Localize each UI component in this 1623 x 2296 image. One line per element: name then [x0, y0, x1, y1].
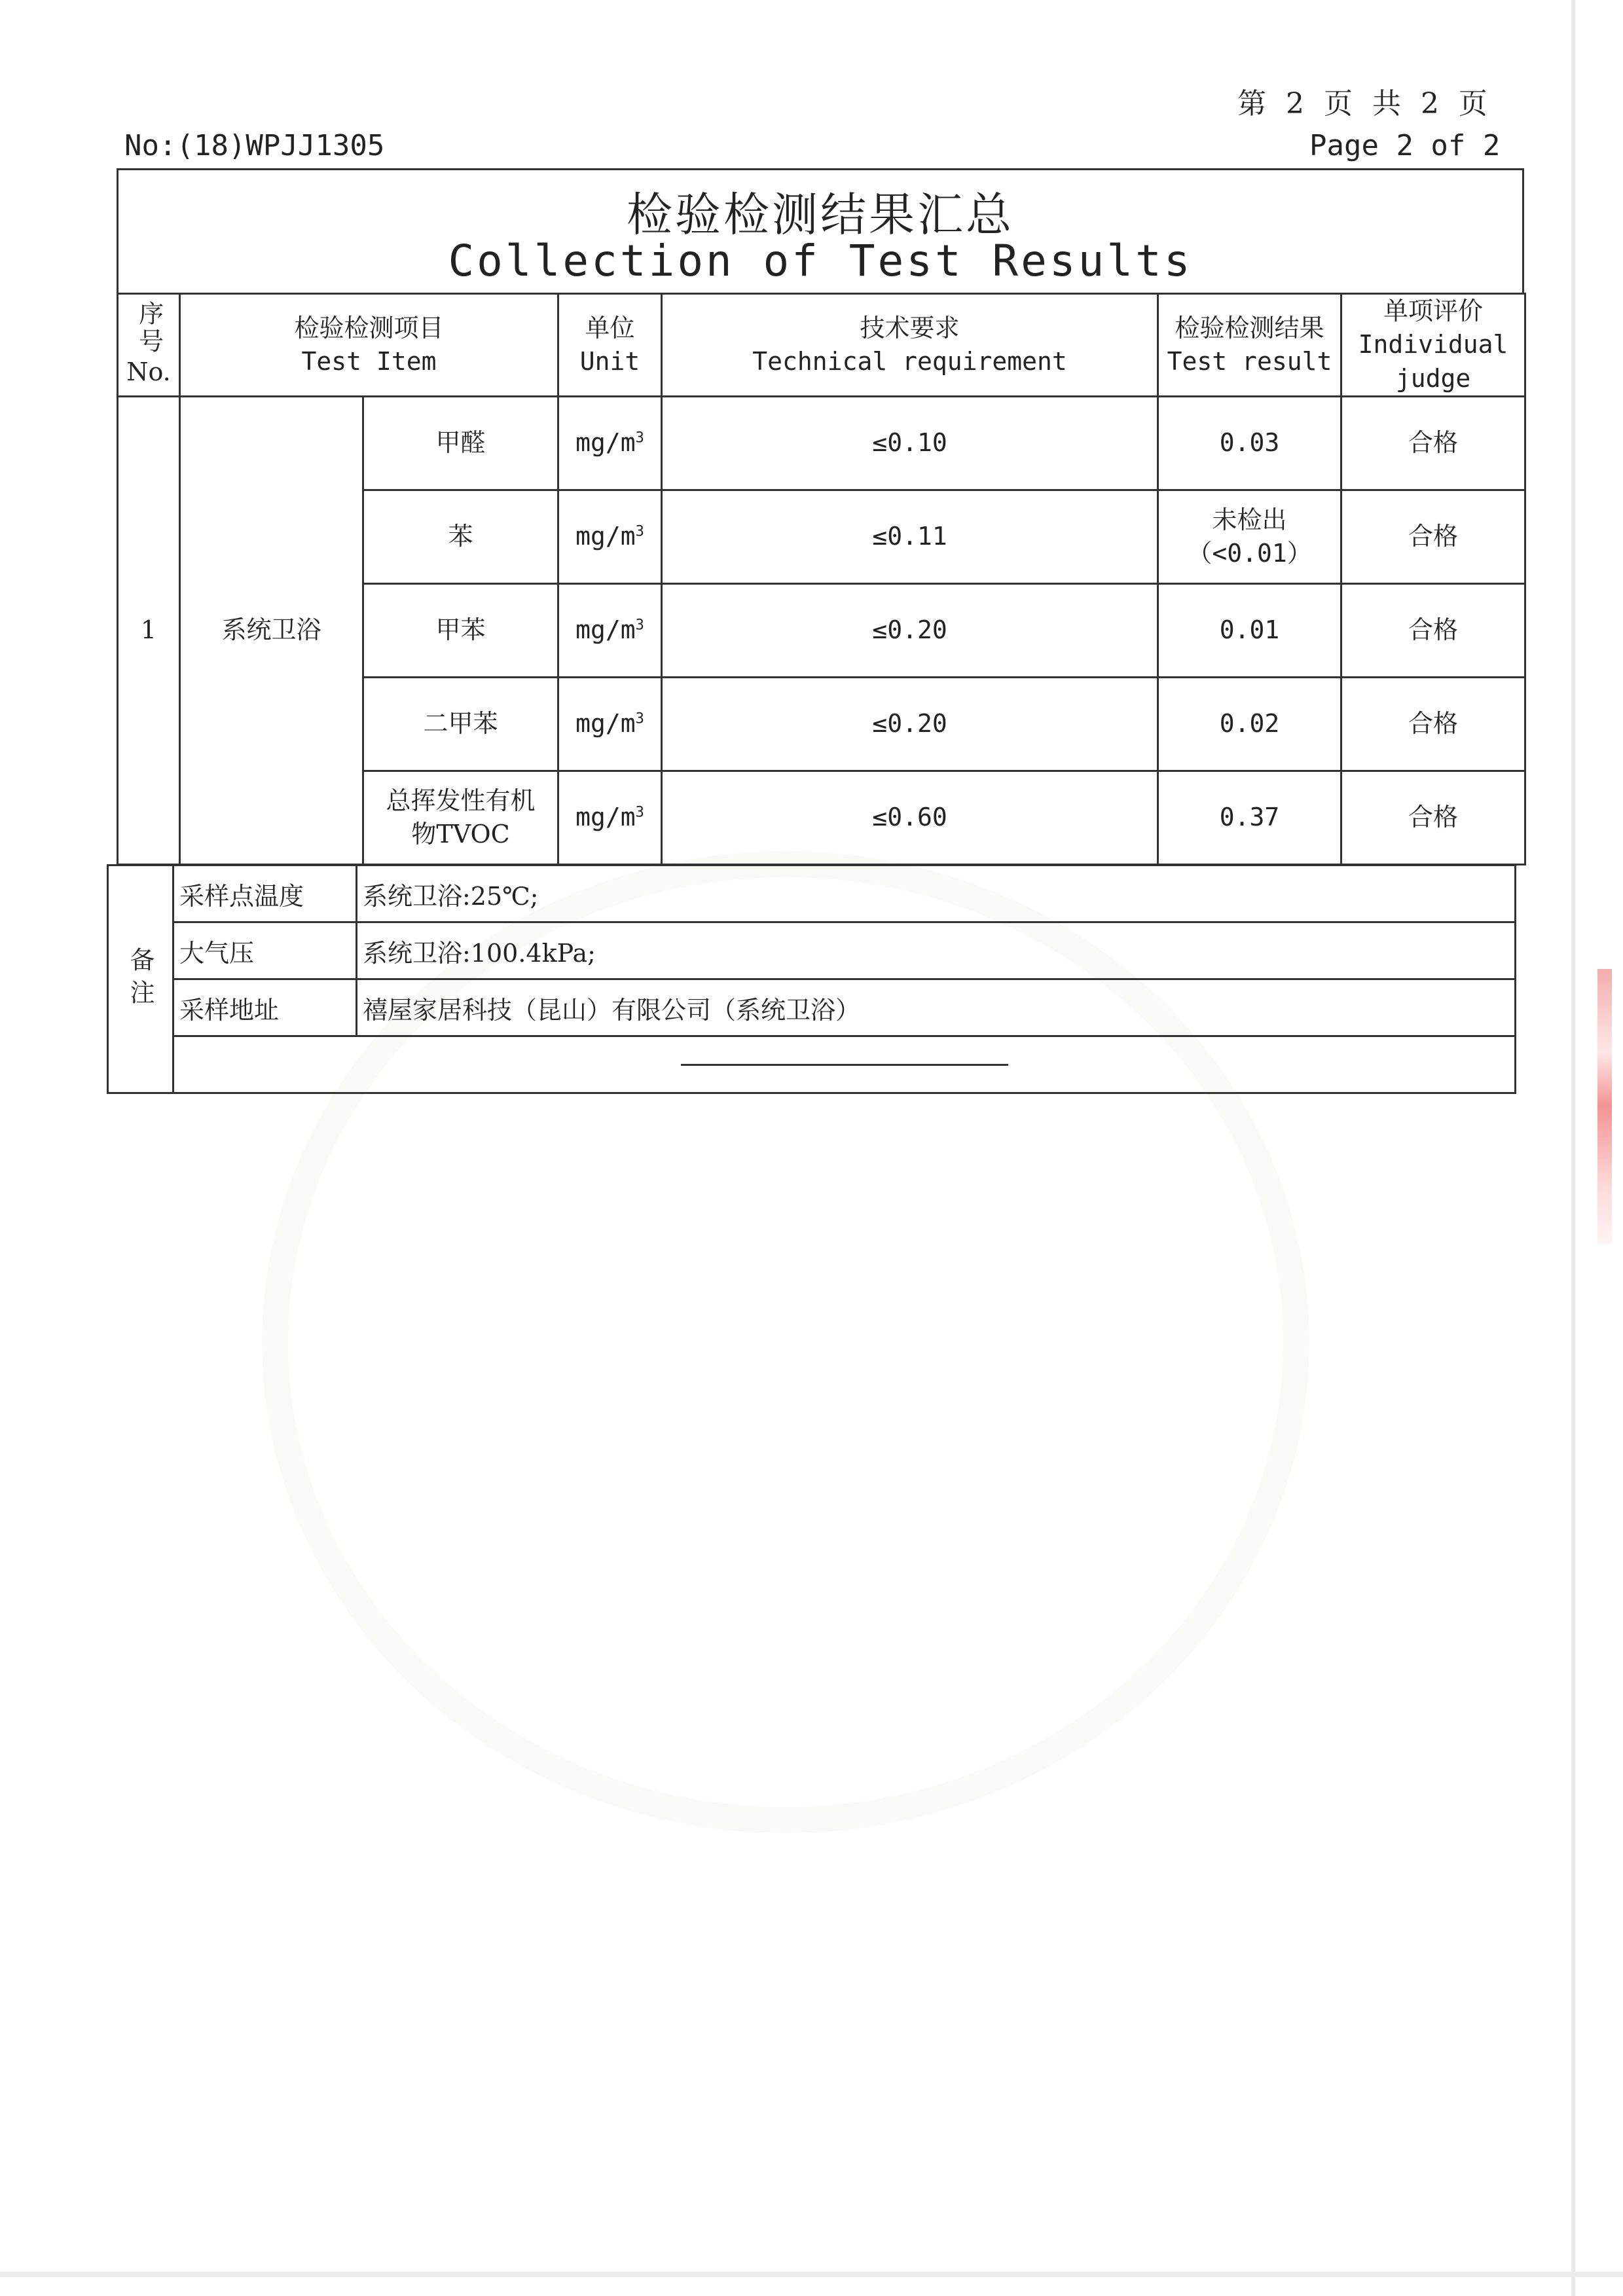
- requirement: ≤0.20: [662, 583, 1158, 677]
- requirement: ≤0.20: [662, 677, 1158, 771]
- test-item: 二甲苯: [363, 677, 558, 771]
- unit-text: mg/m: [575, 709, 636, 738]
- remark-key: 采样地址: [173, 979, 357, 1036]
- requirement: ≤0.11: [662, 490, 1158, 583]
- group-number: 1: [118, 396, 180, 864]
- col-item-en: Test Item: [301, 346, 437, 376]
- test-item: 甲醛: [363, 396, 558, 490]
- judge: 合格: [1341, 396, 1525, 490]
- judge: 合格: [1341, 490, 1525, 583]
- col-no-en: No.: [126, 357, 171, 387]
- unit-superscript: 3: [635, 804, 644, 821]
- col-result-cn: 检验检测结果: [1175, 313, 1324, 342]
- sample-name: 系统卫浴: [180, 396, 363, 864]
- test-result: 0.03: [1158, 396, 1341, 490]
- page-number-cn: 第 2 页 共 2 页: [1237, 87, 1493, 120]
- remark-key: 采样点温度: [173, 866, 357, 922]
- unit-text: mg/m: [575, 803, 636, 832]
- scan-edge-line: [1571, 0, 1575, 2296]
- col-req-cn: 技术要求: [860, 313, 960, 342]
- unit-cell: [558, 677, 662, 771]
- test-result: 未检出（<0.01）: [1158, 490, 1341, 583]
- test-result: 0.37: [1158, 771, 1341, 864]
- unit-cell: [558, 583, 662, 677]
- unit-cell: [558, 396, 662, 490]
- remark-key: 大气压: [173, 922, 357, 979]
- requirement: ≤0.10: [662, 396, 1158, 490]
- end-of-report-cell: [173, 1036, 1516, 1093]
- test-result: 0.02: [1158, 677, 1341, 771]
- unit-text: mg/m: [575, 522, 636, 551]
- unit-superscript: 3: [635, 523, 644, 540]
- unit-superscript: 3: [635, 710, 644, 727]
- unit-cell: [558, 771, 662, 864]
- col-result-en: Test result: [1167, 346, 1332, 376]
- table-row: [118, 396, 1525, 490]
- col-judge-cn: 单项评价: [1383, 297, 1484, 325]
- title-box: [117, 168, 1524, 293]
- test-item: 总挥发性有机物TVOC: [363, 771, 558, 864]
- remark-row: [108, 1036, 1516, 1093]
- judge: 合格: [1341, 583, 1525, 677]
- report-number: No:(18)WPJJ1305: [124, 129, 385, 162]
- remark-row: [108, 922, 1516, 979]
- results-table: [117, 293, 1526, 866]
- unit-superscript: 3: [635, 617, 644, 634]
- end-line: [681, 1064, 1008, 1066]
- judge: 合格: [1341, 771, 1525, 864]
- title-cn: 检验检测结果汇总: [627, 188, 1014, 242]
- scan-bottom-line: [0, 2272, 1623, 2277]
- test-item: 苯: [363, 490, 558, 583]
- header-row: [118, 294, 1525, 397]
- title-en: Collection of Test Results: [448, 236, 1193, 286]
- col-unit-cn: 单位: [585, 313, 635, 342]
- unit-cell: [558, 490, 662, 583]
- remark-value: 禧屋家居科技（昆山）有限公司（系统卫浴）: [357, 979, 1516, 1036]
- requirement: ≤0.60: [662, 771, 1158, 864]
- col-header-req: [662, 294, 1158, 397]
- col-item-cn: 检验检测项目: [294, 313, 444, 342]
- col-header-result: [1158, 294, 1341, 397]
- col-header-unit: [558, 294, 662, 397]
- remarks-table: [107, 864, 1516, 1094]
- remark-value: 系统卫浴:100.4kPa;: [357, 922, 1516, 979]
- remarks-label-text: 备注: [126, 946, 155, 1012]
- remark-value: 系统卫浴:25℃;: [357, 866, 1516, 922]
- unit-superscript: 3: [635, 429, 644, 446]
- page-number-en: Page 2 of 2: [1309, 129, 1501, 162]
- test-item: 甲苯: [363, 583, 558, 677]
- remark-row: [108, 866, 1516, 922]
- unit-text: mg/m: [575, 615, 636, 645]
- test-result: 0.01: [1158, 583, 1341, 677]
- judge: 合格: [1341, 677, 1525, 771]
- col-header-no: [118, 294, 180, 397]
- unit-text: mg/m: [575, 428, 636, 458]
- col-judge-en: Individual judge: [1358, 330, 1508, 393]
- remarks-label: [108, 866, 173, 1093]
- col-req-en: Technical requirement: [752, 346, 1067, 376]
- remark-row: [108, 979, 1516, 1036]
- red-seal-fragment: [1597, 969, 1612, 1244]
- col-header-item: [180, 294, 558, 397]
- col-unit-en: Unit: [579, 346, 640, 376]
- col-header-judge: [1341, 294, 1525, 397]
- col-no-cn: 序号: [134, 301, 164, 356]
